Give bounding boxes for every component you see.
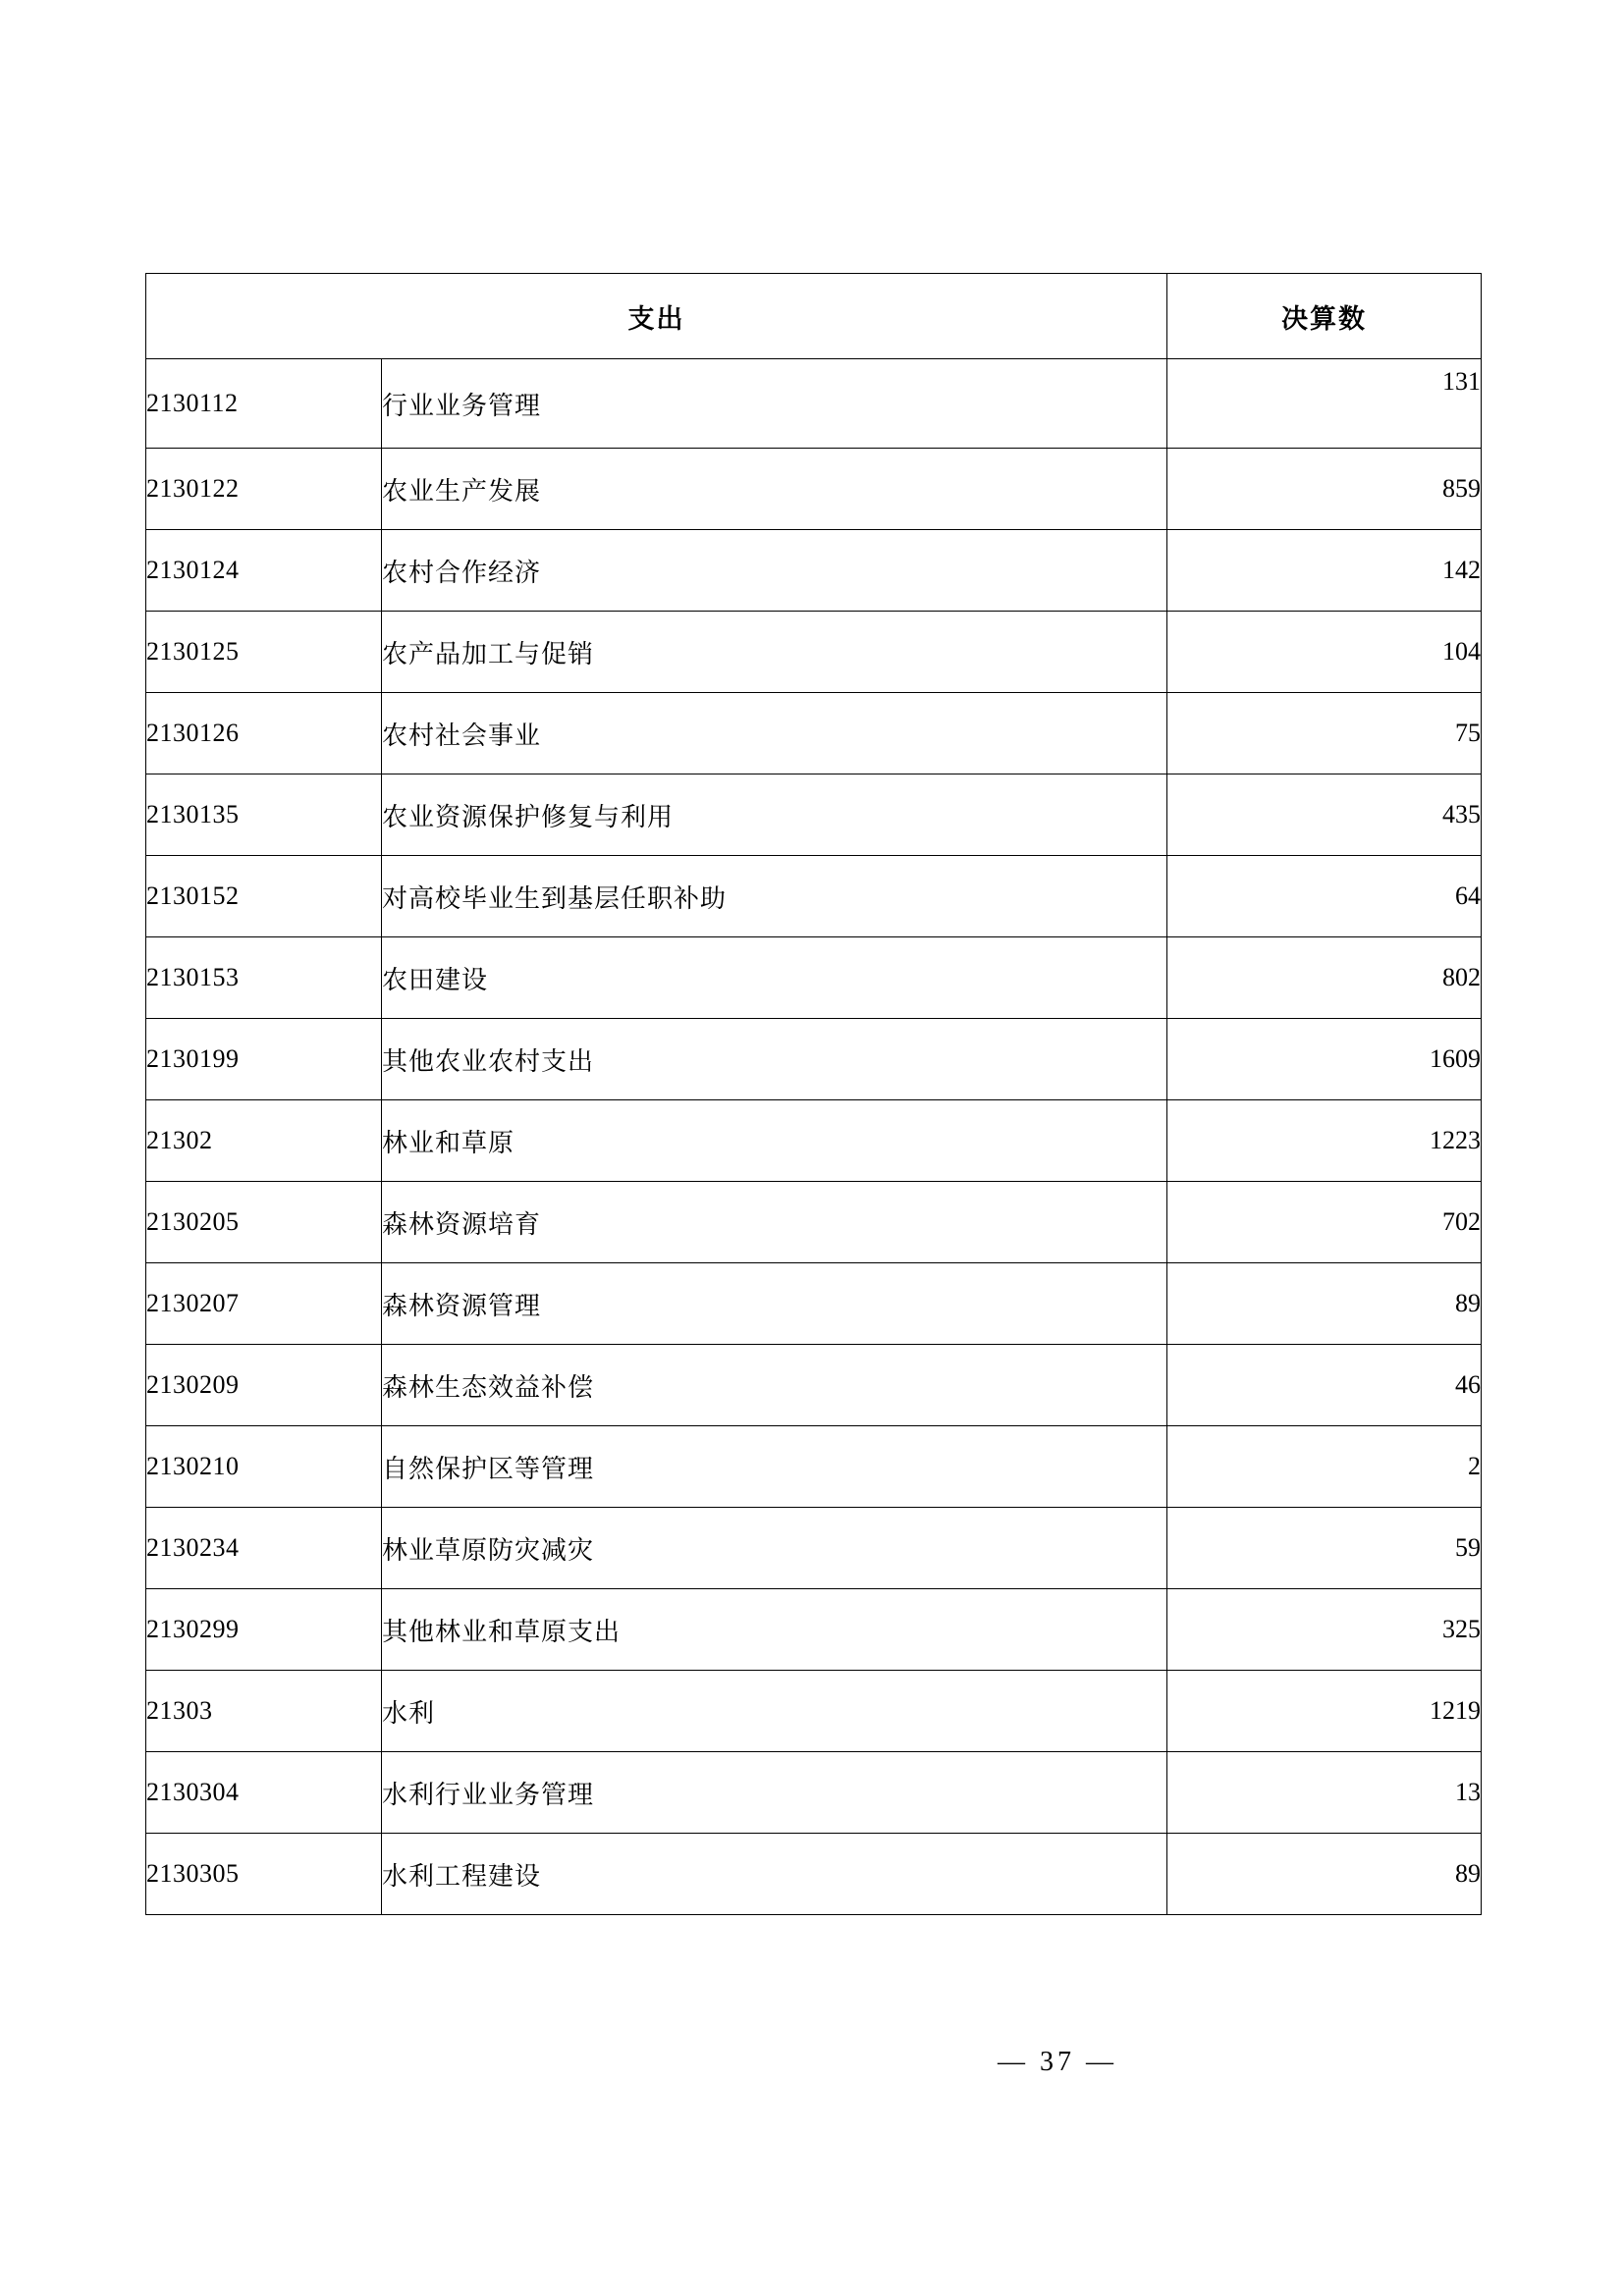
cell-code: 2130122	[146, 449, 382, 530]
table-row	[146, 1834, 1482, 1915]
cell-name: 农产品加工与促销	[382, 612, 1167, 693]
cell-code: 2130199	[146, 1019, 382, 1100]
cell-code: 21303	[146, 1671, 382, 1752]
cell-name: 农业生产发展	[382, 449, 1167, 530]
cell-name: 农村合作经济	[382, 530, 1167, 612]
table-row	[146, 1589, 1482, 1671]
cell-name: 其他农业农村支出	[382, 1019, 1167, 1100]
cell-value: 325	[1167, 1589, 1482, 1671]
cell-name: 农业资源保护修复与利用	[382, 774, 1167, 856]
cell-value: 131	[1167, 359, 1482, 449]
cell-value: 104	[1167, 612, 1482, 693]
table-row	[146, 1426, 1482, 1508]
table-row	[146, 774, 1482, 856]
cell-code: 2130112	[146, 359, 382, 449]
cell-code: 2130304	[146, 1752, 382, 1834]
table-row	[146, 612, 1482, 693]
cell-code: 2130209	[146, 1345, 382, 1426]
cell-value: 2	[1167, 1426, 1482, 1508]
cell-name: 农村社会事业	[382, 693, 1167, 774]
page-footer	[0, 2047, 1624, 2078]
cell-code: 2130125	[146, 612, 382, 693]
table-row	[146, 1752, 1482, 1834]
table-row	[146, 693, 1482, 774]
cell-code: 2130299	[146, 1589, 382, 1671]
table-row	[146, 1100, 1482, 1182]
cell-name: 其他林业和草原支出	[382, 1589, 1167, 1671]
cell-code: 2130126	[146, 693, 382, 774]
cell-code: 21302	[146, 1100, 382, 1182]
cell-name: 农田建设	[382, 937, 1167, 1019]
table-header	[146, 274, 1482, 359]
table-row	[146, 359, 1482, 449]
cell-name: 森林生态效益补偿	[382, 1345, 1167, 1426]
table-row	[146, 1263, 1482, 1345]
table-row	[146, 449, 1482, 530]
table-row	[146, 1671, 1482, 1752]
cell-value: 1219	[1167, 1671, 1482, 1752]
cell-value: 75	[1167, 693, 1482, 774]
table-row	[146, 1508, 1482, 1589]
cell-name: 森林资源管理	[382, 1263, 1167, 1345]
cell-code: 2130234	[146, 1508, 382, 1589]
cell-value: 435	[1167, 774, 1482, 856]
cell-name: 水利行业业务管理	[382, 1752, 1167, 1834]
table-row	[146, 856, 1482, 937]
cell-value: 89	[1167, 1263, 1482, 1345]
cell-name: 林业草原防灾减灾	[382, 1508, 1167, 1589]
cell-value: 59	[1167, 1508, 1482, 1589]
cell-name: 森林资源培育	[382, 1182, 1167, 1263]
budget-table	[145, 273, 1482, 1915]
page-number: — 37 —	[998, 2047, 1117, 2077]
cell-name: 对高校毕业生到基层任职补助	[382, 856, 1167, 937]
cell-code: 2130305	[146, 1834, 382, 1915]
table-row	[146, 1019, 1482, 1100]
column-header-expenditure: 支出	[146, 274, 1167, 359]
table-row	[146, 937, 1482, 1019]
cell-value: 13	[1167, 1752, 1482, 1834]
cell-code: 2130210	[146, 1426, 382, 1508]
cell-value: 702	[1167, 1182, 1482, 1263]
cell-value: 46	[1167, 1345, 1482, 1426]
cell-value: 142	[1167, 530, 1482, 612]
cell-name: 自然保护区等管理	[382, 1426, 1167, 1508]
cell-code: 2130152	[146, 856, 382, 937]
cell-name: 林业和草原	[382, 1100, 1167, 1182]
table-row	[146, 1182, 1482, 1263]
cell-code: 2130153	[146, 937, 382, 1019]
budget-table-wrapper	[145, 273, 1481, 1915]
table-row	[146, 1345, 1482, 1426]
cell-value: 64	[1167, 856, 1482, 937]
cell-code: 2130124	[146, 530, 382, 612]
cell-code: 2130207	[146, 1263, 382, 1345]
cell-name: 水利	[382, 1671, 1167, 1752]
table-header-row	[146, 274, 1482, 359]
cell-code: 2130205	[146, 1182, 382, 1263]
table-row	[146, 530, 1482, 612]
column-header-final-account: 决算数	[1167, 274, 1482, 359]
table-body	[146, 359, 1482, 1915]
cell-code: 2130135	[146, 774, 382, 856]
cell-value: 802	[1167, 937, 1482, 1019]
cell-value: 1223	[1167, 1100, 1482, 1182]
cell-value: 1609	[1167, 1019, 1482, 1100]
cell-value: 859	[1167, 449, 1482, 530]
cell-name: 行业业务管理	[382, 359, 1167, 449]
cell-value: 89	[1167, 1834, 1482, 1915]
cell-name: 水利工程建设	[382, 1834, 1167, 1915]
